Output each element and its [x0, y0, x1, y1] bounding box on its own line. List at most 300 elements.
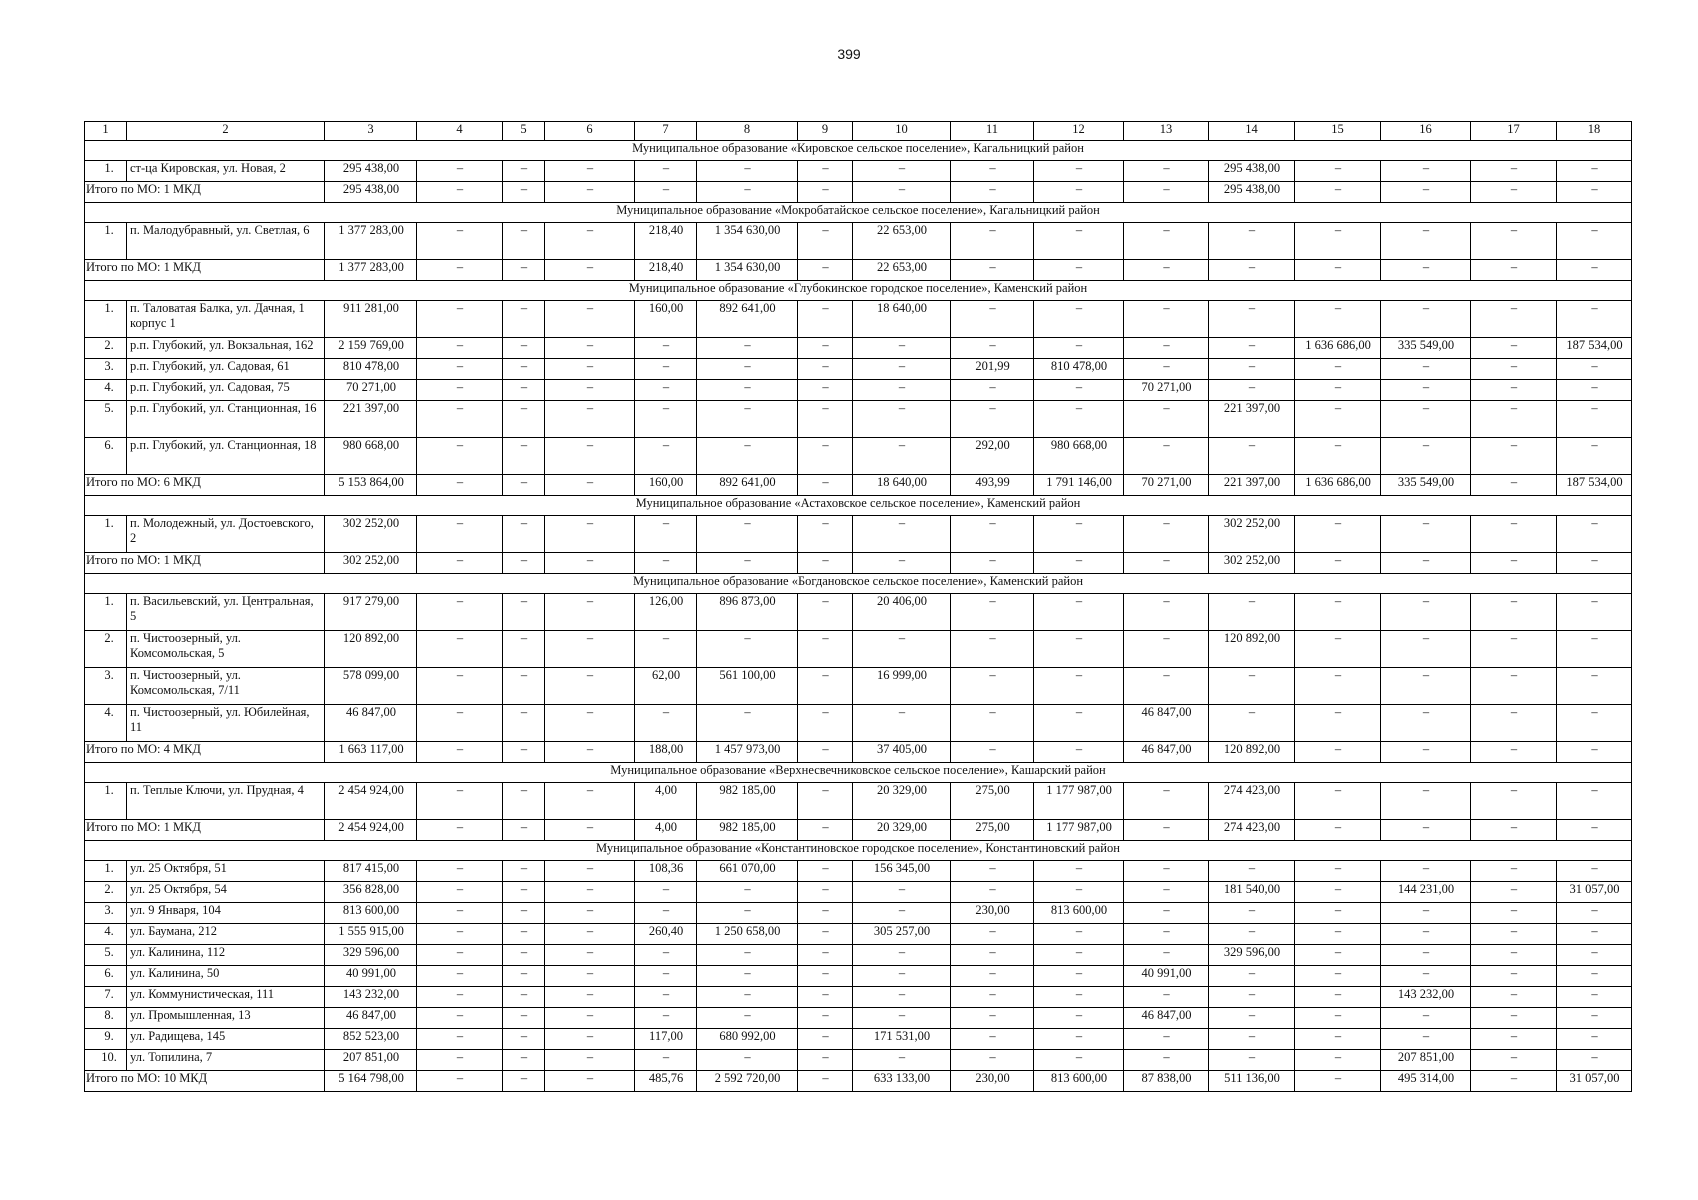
value-cell: –	[417, 338, 503, 359]
column-number: 13	[1124, 122, 1209, 141]
value-cell: 917 279,00	[325, 594, 417, 631]
total-value-cell: –	[1381, 742, 1471, 763]
value-cell: –	[798, 1050, 853, 1071]
row-number: 1.	[85, 301, 127, 338]
building-address: п. Малодубравный, ул. Светлая, 6	[127, 223, 325, 260]
column-number: 8	[697, 122, 798, 141]
total-value-cell: –	[1381, 182, 1471, 203]
value-cell: –	[1381, 1008, 1471, 1029]
column-number: 17	[1471, 122, 1557, 141]
value-cell: –	[798, 966, 853, 987]
value-cell: –	[697, 359, 798, 380]
row-number: 2.	[85, 631, 127, 668]
value-cell: –	[697, 966, 798, 987]
value-cell: –	[503, 631, 545, 668]
total-value-cell: –	[503, 475, 545, 496]
value-cell: –	[1124, 668, 1209, 705]
row-number: 4.	[85, 705, 127, 742]
value-cell: –	[503, 966, 545, 987]
value-cell: 302 252,00	[1209, 516, 1295, 553]
value-cell: –	[798, 631, 853, 668]
value-cell: –	[951, 338, 1034, 359]
table-row	[85, 1029, 1632, 1050]
municipality-title: Муниципальное образование «Глубокинское городское поселение», Каменский район	[85, 281, 1632, 301]
value-cell: –	[635, 161, 697, 182]
value-cell: –	[1295, 594, 1381, 631]
value-cell: –	[1381, 223, 1471, 260]
value-cell: –	[1557, 1029, 1632, 1050]
value-cell: –	[697, 161, 798, 182]
value-cell: –	[1209, 380, 1295, 401]
value-cell: –	[951, 594, 1034, 631]
value-cell: 143 232,00	[325, 987, 417, 1008]
total-value-cell: –	[503, 182, 545, 203]
value-cell: –	[951, 401, 1034, 438]
table-row	[85, 161, 1632, 182]
value-cell: –	[1557, 783, 1632, 820]
row-number: 1.	[85, 783, 127, 820]
total-value-cell: 1 663 117,00	[325, 742, 417, 763]
value-cell: –	[1471, 861, 1557, 882]
total-value-cell: 335 549,00	[1381, 475, 1471, 496]
municipality-header-row	[85, 281, 1632, 301]
value-cell: 260,40	[635, 924, 697, 945]
value-cell: 1 354 630,00	[697, 223, 798, 260]
value-cell: –	[545, 1050, 635, 1071]
value-cell: –	[1124, 401, 1209, 438]
value-cell: –	[1295, 1008, 1381, 1029]
total-value-cell: –	[798, 820, 853, 841]
value-cell: 329 596,00	[325, 945, 417, 966]
value-cell: –	[503, 1008, 545, 1029]
value-cell: –	[1557, 705, 1632, 742]
column-number-row	[85, 122, 1632, 141]
value-cell: 1 636 686,00	[1295, 338, 1381, 359]
building-address: ул. 9 Января, 104	[127, 903, 325, 924]
value-cell: 46 847,00	[1124, 705, 1209, 742]
total-value-cell: 892 641,00	[697, 475, 798, 496]
value-cell: –	[1034, 631, 1124, 668]
table-row	[85, 1008, 1632, 1029]
total-label: Итого по МО: 1 МКД	[85, 182, 325, 203]
value-cell: –	[503, 359, 545, 380]
value-cell: 2 159 769,00	[325, 338, 417, 359]
total-value-cell: –	[853, 182, 951, 203]
value-cell: –	[853, 438, 951, 475]
value-cell: –	[503, 338, 545, 359]
value-cell: 896 873,00	[697, 594, 798, 631]
value-cell: –	[1209, 1008, 1295, 1029]
value-cell: –	[1557, 161, 1632, 182]
row-number: 6.	[85, 438, 127, 475]
value-cell: –	[417, 705, 503, 742]
value-cell: –	[1381, 359, 1471, 380]
row-number: 1.	[85, 861, 127, 882]
total-value-cell: –	[1034, 182, 1124, 203]
value-cell: –	[1557, 903, 1632, 924]
total-value-cell: –	[1295, 260, 1381, 281]
total-value-cell: –	[1295, 182, 1381, 203]
value-cell: –	[798, 516, 853, 553]
column-number: 11	[951, 122, 1034, 141]
value-cell: 817 415,00	[325, 861, 417, 882]
municipality-header-row	[85, 763, 1632, 783]
value-cell: –	[417, 301, 503, 338]
total-row	[85, 1071, 1632, 1092]
total-row	[85, 475, 1632, 496]
total-value-cell: 187 534,00	[1557, 475, 1632, 496]
value-cell: –	[1209, 1029, 1295, 1050]
value-cell: –	[635, 705, 697, 742]
table-row	[85, 668, 1632, 705]
value-cell: –	[635, 631, 697, 668]
value-cell: –	[1471, 1008, 1557, 1029]
value-cell: –	[798, 668, 853, 705]
value-cell: –	[951, 1050, 1034, 1071]
building-address: п. Чистоозерный, ул. Юбилейная, 11	[127, 705, 325, 742]
value-cell: –	[417, 966, 503, 987]
row-number: 1.	[85, 223, 127, 260]
value-cell: –	[853, 705, 951, 742]
value-cell: –	[545, 301, 635, 338]
value-cell: –	[1034, 861, 1124, 882]
total-value-cell: –	[417, 820, 503, 841]
value-cell: 40 991,00	[1124, 966, 1209, 987]
total-value-cell: –	[545, 742, 635, 763]
total-value-cell: 87 838,00	[1124, 1071, 1209, 1092]
value-cell: –	[1124, 338, 1209, 359]
row-number: 5.	[85, 945, 127, 966]
value-cell: –	[1381, 924, 1471, 945]
building-address: п. Теплые Ключи, ул. Прудная, 4	[127, 783, 325, 820]
row-number: 2.	[85, 338, 127, 359]
total-value-cell: –	[798, 742, 853, 763]
value-cell: 20 329,00	[853, 783, 951, 820]
value-cell: –	[1381, 594, 1471, 631]
column-number: 3	[325, 122, 417, 141]
value-cell: 561 100,00	[697, 668, 798, 705]
value-cell: –	[853, 380, 951, 401]
total-value-cell: –	[1381, 820, 1471, 841]
value-cell: 680 992,00	[697, 1029, 798, 1050]
value-cell: –	[503, 783, 545, 820]
value-cell: –	[1471, 903, 1557, 924]
value-cell: –	[1124, 631, 1209, 668]
value-cell: 70 271,00	[325, 380, 417, 401]
value-cell: 892 641,00	[697, 301, 798, 338]
value-cell: –	[503, 882, 545, 903]
value-cell: –	[417, 1008, 503, 1029]
total-value-cell: 485,76	[635, 1071, 697, 1092]
value-cell: 980 668,00	[1034, 438, 1124, 475]
value-cell: –	[1034, 161, 1124, 182]
total-value-cell: 2 454 924,00	[325, 820, 417, 841]
value-cell: –	[1557, 380, 1632, 401]
total-value-cell: –	[697, 553, 798, 574]
building-address: ул. Калинина, 112	[127, 945, 325, 966]
value-cell: –	[1034, 705, 1124, 742]
column-number: 4	[417, 122, 503, 141]
value-cell: 810 478,00	[1034, 359, 1124, 380]
table-row	[85, 594, 1632, 631]
value-cell: –	[545, 705, 635, 742]
value-cell: 46 847,00	[325, 1008, 417, 1029]
value-cell: 356 828,00	[325, 882, 417, 903]
value-cell: –	[853, 987, 951, 1008]
value-cell: 335 549,00	[1381, 338, 1471, 359]
value-cell: –	[853, 161, 951, 182]
table-row	[85, 966, 1632, 987]
value-cell: –	[1381, 380, 1471, 401]
building-address: ул. Топилина, 7	[127, 1050, 325, 1071]
value-cell: –	[545, 359, 635, 380]
table-row	[85, 380, 1632, 401]
total-value-cell: 633 133,00	[853, 1071, 951, 1092]
building-address: ул. 25 Октября, 54	[127, 882, 325, 903]
value-cell: –	[417, 223, 503, 260]
value-cell: –	[798, 945, 853, 966]
value-cell: –	[635, 401, 697, 438]
value-cell: –	[1124, 861, 1209, 882]
value-cell: –	[545, 516, 635, 553]
row-number: 4.	[85, 380, 127, 401]
value-cell: –	[635, 903, 697, 924]
value-cell: 187 534,00	[1557, 338, 1632, 359]
total-value-cell: –	[1557, 260, 1632, 281]
value-cell: –	[545, 401, 635, 438]
row-number: 8.	[85, 1008, 127, 1029]
total-value-cell: 2 592 720,00	[697, 1071, 798, 1092]
value-cell: 661 070,00	[697, 861, 798, 882]
value-cell: –	[951, 987, 1034, 1008]
value-cell: –	[798, 903, 853, 924]
value-cell: –	[1209, 1050, 1295, 1071]
total-value-cell: –	[1295, 820, 1381, 841]
row-number: 1.	[85, 594, 127, 631]
value-cell: –	[798, 1008, 853, 1029]
total-value-cell: –	[417, 553, 503, 574]
total-label: Итого по МО: 1 МКД	[85, 553, 325, 574]
total-value-cell: 18 640,00	[853, 475, 951, 496]
value-cell: –	[1209, 705, 1295, 742]
table-row	[85, 987, 1632, 1008]
value-cell: –	[1557, 223, 1632, 260]
row-number: 4.	[85, 924, 127, 945]
total-value-cell: 1 354 630,00	[697, 260, 798, 281]
value-cell: –	[1295, 380, 1381, 401]
value-cell: 126,00	[635, 594, 697, 631]
value-cell: –	[635, 1050, 697, 1071]
total-value-cell: –	[1124, 260, 1209, 281]
value-cell: –	[1034, 401, 1124, 438]
value-cell: –	[503, 668, 545, 705]
total-row	[85, 742, 1632, 763]
value-cell: 171 531,00	[853, 1029, 951, 1050]
building-address: р.п. Глубокий, ул. Садовая, 61	[127, 359, 325, 380]
value-cell: –	[1557, 516, 1632, 553]
value-cell: 295 438,00	[325, 161, 417, 182]
total-value-cell: 302 252,00	[325, 553, 417, 574]
value-cell: –	[1471, 987, 1557, 1008]
row-number: 2.	[85, 882, 127, 903]
value-cell: –	[697, 380, 798, 401]
value-cell: –	[697, 631, 798, 668]
column-number: 2	[127, 122, 325, 141]
total-row	[85, 182, 1632, 203]
value-cell: –	[1124, 924, 1209, 945]
total-label: Итого по МО: 1 МКД	[85, 820, 325, 841]
table-row	[85, 903, 1632, 924]
value-cell: –	[545, 1029, 635, 1050]
table-row	[85, 438, 1632, 475]
value-cell: –	[1471, 966, 1557, 987]
total-value-cell: –	[1557, 182, 1632, 203]
municipality-title: Муниципальное образование «Кировское сельское поселение», Кагальницкий район	[85, 141, 1632, 161]
value-cell: –	[853, 1050, 951, 1071]
value-cell: 4,00	[635, 783, 697, 820]
building-address: ул. Баумана, 212	[127, 924, 325, 945]
value-cell: –	[1209, 301, 1295, 338]
value-cell: –	[1381, 161, 1471, 182]
column-number: 6	[545, 122, 635, 141]
total-value-cell: 160,00	[635, 475, 697, 496]
value-cell: –	[1557, 1050, 1632, 1071]
value-cell: –	[1381, 631, 1471, 668]
value-cell: 143 232,00	[1381, 987, 1471, 1008]
value-cell: 813 600,00	[325, 903, 417, 924]
value-cell: –	[1295, 516, 1381, 553]
value-cell: 207 851,00	[325, 1050, 417, 1071]
value-cell: –	[1034, 594, 1124, 631]
total-label: Итого по МО: 1 МКД	[85, 260, 325, 281]
value-cell: –	[1471, 924, 1557, 945]
value-cell: –	[1295, 301, 1381, 338]
total-value-cell: 22 653,00	[853, 260, 951, 281]
value-cell: –	[503, 903, 545, 924]
total-value-cell: –	[1034, 553, 1124, 574]
building-address: ст-ца Кировская, ул. Новая, 2	[127, 161, 325, 182]
value-cell: –	[545, 338, 635, 359]
total-value-cell: –	[1557, 553, 1632, 574]
total-value-cell: –	[503, 1071, 545, 1092]
value-cell: –	[545, 966, 635, 987]
value-cell: 982 185,00	[697, 783, 798, 820]
value-cell: –	[1124, 987, 1209, 1008]
value-cell: –	[1381, 301, 1471, 338]
building-address: п. Молодежный, ул. Достоевского, 2	[127, 516, 325, 553]
value-cell: –	[635, 380, 697, 401]
value-cell: –	[503, 705, 545, 742]
municipality-title: Муниципальное образование «Мокробатайское сельское поселение», Кагальницкий район	[85, 203, 1632, 223]
value-cell: –	[951, 924, 1034, 945]
value-cell: –	[1295, 631, 1381, 668]
value-cell: –	[635, 516, 697, 553]
value-cell: 1 555 915,00	[325, 924, 417, 945]
value-cell: –	[503, 987, 545, 1008]
value-cell: –	[1034, 966, 1124, 987]
building-address: ул. Радищева, 145	[127, 1029, 325, 1050]
table-row	[85, 1050, 1632, 1071]
value-cell: –	[635, 338, 697, 359]
column-number: 16	[1381, 122, 1471, 141]
value-cell: –	[1034, 987, 1124, 1008]
total-value-cell: –	[1471, 475, 1557, 496]
total-value-cell: 1 377 283,00	[325, 260, 417, 281]
total-value-cell: 1 636 686,00	[1295, 475, 1381, 496]
value-cell: 221 397,00	[325, 401, 417, 438]
value-cell: 120 892,00	[325, 631, 417, 668]
value-cell: 1 250 658,00	[697, 924, 798, 945]
total-row	[85, 553, 1632, 574]
total-value-cell: –	[798, 1071, 853, 1092]
total-value-cell: 982 185,00	[697, 820, 798, 841]
total-value-cell: 31 057,00	[1557, 1071, 1632, 1092]
value-cell: –	[1557, 966, 1632, 987]
value-cell: –	[1471, 338, 1557, 359]
total-value-cell: –	[1124, 820, 1209, 841]
value-cell: –	[1471, 516, 1557, 553]
municipality-header-row	[85, 574, 1632, 594]
value-cell: –	[1295, 903, 1381, 924]
table-row	[85, 516, 1632, 553]
total-value-cell: 46 847,00	[1124, 742, 1209, 763]
value-cell: –	[1295, 1050, 1381, 1071]
value-cell: –	[1209, 223, 1295, 260]
value-cell: 578 099,00	[325, 668, 417, 705]
column-number: 12	[1034, 122, 1124, 141]
building-address: р.п. Глубокий, ул. Вокзальная, 162	[127, 338, 325, 359]
value-cell: –	[1295, 1029, 1381, 1050]
total-value-cell: –	[1295, 742, 1381, 763]
total-value-cell: 274 423,00	[1209, 820, 1295, 841]
value-cell: –	[1295, 783, 1381, 820]
value-cell: –	[697, 1050, 798, 1071]
value-cell: –	[1034, 516, 1124, 553]
building-address: р.п. Глубокий, ул. Садовая, 75	[127, 380, 325, 401]
value-cell: –	[1295, 924, 1381, 945]
value-cell: –	[545, 380, 635, 401]
value-cell: –	[798, 882, 853, 903]
value-cell: –	[853, 882, 951, 903]
value-cell: –	[635, 438, 697, 475]
value-cell: –	[1381, 966, 1471, 987]
value-cell: 160,00	[635, 301, 697, 338]
value-cell: –	[417, 438, 503, 475]
building-address: п. Чистоозерный, ул. Комсомольская, 7/11	[127, 668, 325, 705]
total-label: Итого по МО: 6 МКД	[85, 475, 325, 496]
value-cell: –	[1124, 223, 1209, 260]
value-cell: –	[1557, 359, 1632, 380]
value-cell: –	[545, 223, 635, 260]
value-cell: –	[1295, 882, 1381, 903]
value-cell: –	[697, 705, 798, 742]
value-cell: –	[503, 1050, 545, 1071]
value-cell: –	[1381, 903, 1471, 924]
row-number: 10.	[85, 1050, 127, 1071]
value-cell: –	[1034, 223, 1124, 260]
total-value-cell: 221 397,00	[1209, 475, 1295, 496]
building-address: ул. 25 Октября, 51	[127, 861, 325, 882]
value-cell: 18 640,00	[853, 301, 951, 338]
value-cell: –	[1295, 161, 1381, 182]
value-cell: –	[417, 668, 503, 705]
value-cell: –	[951, 966, 1034, 987]
value-cell: –	[798, 401, 853, 438]
value-cell: –	[1471, 1050, 1557, 1071]
total-value-cell: 37 405,00	[853, 742, 951, 763]
value-cell: –	[798, 301, 853, 338]
table-row	[85, 338, 1632, 359]
